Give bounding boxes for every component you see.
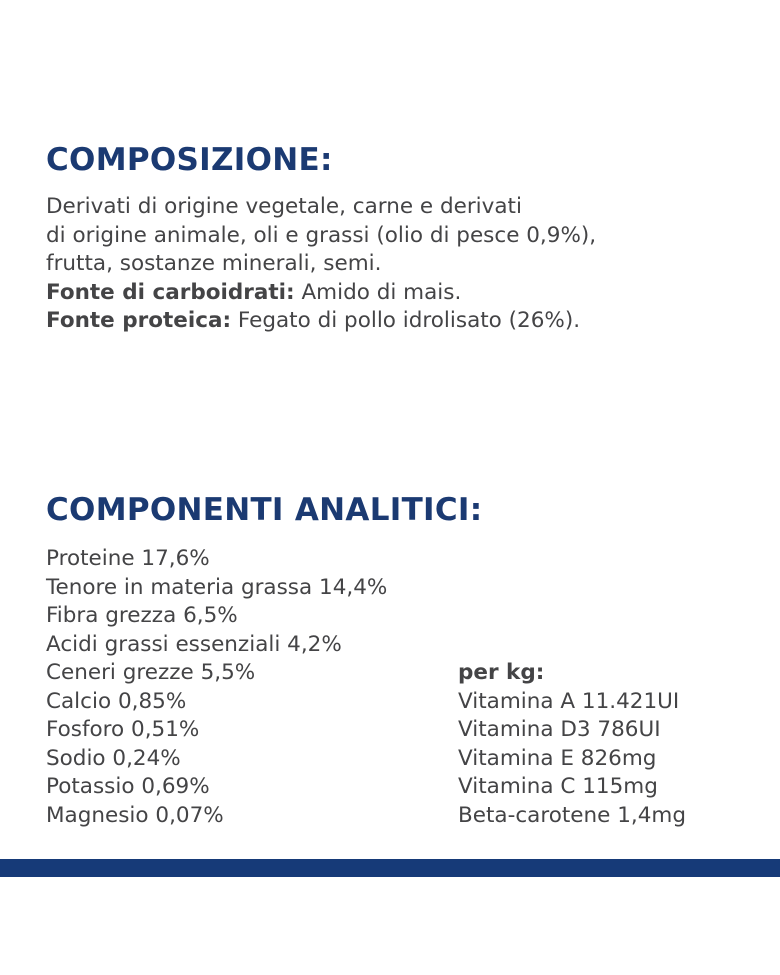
composition-line: frutta, sostanze minerali, semi. bbox=[46, 251, 382, 276]
vitamin-item: Vitamina D3 786UI bbox=[458, 717, 661, 742]
vitamins-per-kg-list bbox=[458, 659, 686, 830]
analytic-item: Tenore in materia grassa 14,4% bbox=[46, 574, 388, 600]
composition-line: Derivati di origine vegetale, carne e derivati bbox=[46, 194, 522, 219]
carbohydrate-source bbox=[46, 279, 746, 308]
analytic-item: Calcio 0,85% bbox=[46, 688, 187, 714]
footer-bar bbox=[0, 859, 780, 877]
analytics-heading: COMPONENTI ANALITICI: bbox=[46, 492, 483, 528]
analytic-item: Acidi grassi essenziali 4,2% bbox=[46, 631, 342, 657]
analytic-item: Proteine 17,6% bbox=[46, 546, 210, 571]
analytic-item: Potassio 0,69% bbox=[46, 774, 210, 799]
analytic-item: Fibra grezza 6,5% bbox=[46, 603, 238, 628]
composition-text bbox=[46, 193, 746, 336]
composition-heading: COMPOSIZIONE: bbox=[46, 142, 333, 178]
analytic-item: Ceneri grezze 5,5% bbox=[46, 660, 256, 685]
analytic-item: Fosforo 0,51% bbox=[46, 717, 200, 742]
analytic-item: Magnesio 0,07% bbox=[46, 802, 224, 828]
composition-line: di origine animale, oli e grassi (olio di pesce 0,9%), bbox=[46, 222, 597, 248]
protein-source-value: Fegato di pollo idrolisato (26%). bbox=[231, 308, 581, 333]
analytic-components-list bbox=[46, 545, 387, 830]
protein-source-label: Fonte proteica: bbox=[46, 308, 232, 333]
protein-source bbox=[46, 307, 746, 336]
vitamin-item: Vitamina E 826mg bbox=[458, 745, 657, 771]
per-kg-label: per kg: bbox=[458, 660, 545, 685]
vitamin-item: Vitamina C 115mg bbox=[458, 774, 658, 799]
vitamin-item: Beta-carotene 1,4mg bbox=[458, 802, 686, 828]
vitamin-item: Vitamina A 11.421UI bbox=[458, 688, 680, 714]
carbohydrate-source-label: Fonte di carboidrati: bbox=[46, 279, 295, 305]
carbohydrate-source-value: Amido di mais. bbox=[294, 279, 462, 305]
analytic-item: Sodio 0,24% bbox=[46, 745, 181, 771]
